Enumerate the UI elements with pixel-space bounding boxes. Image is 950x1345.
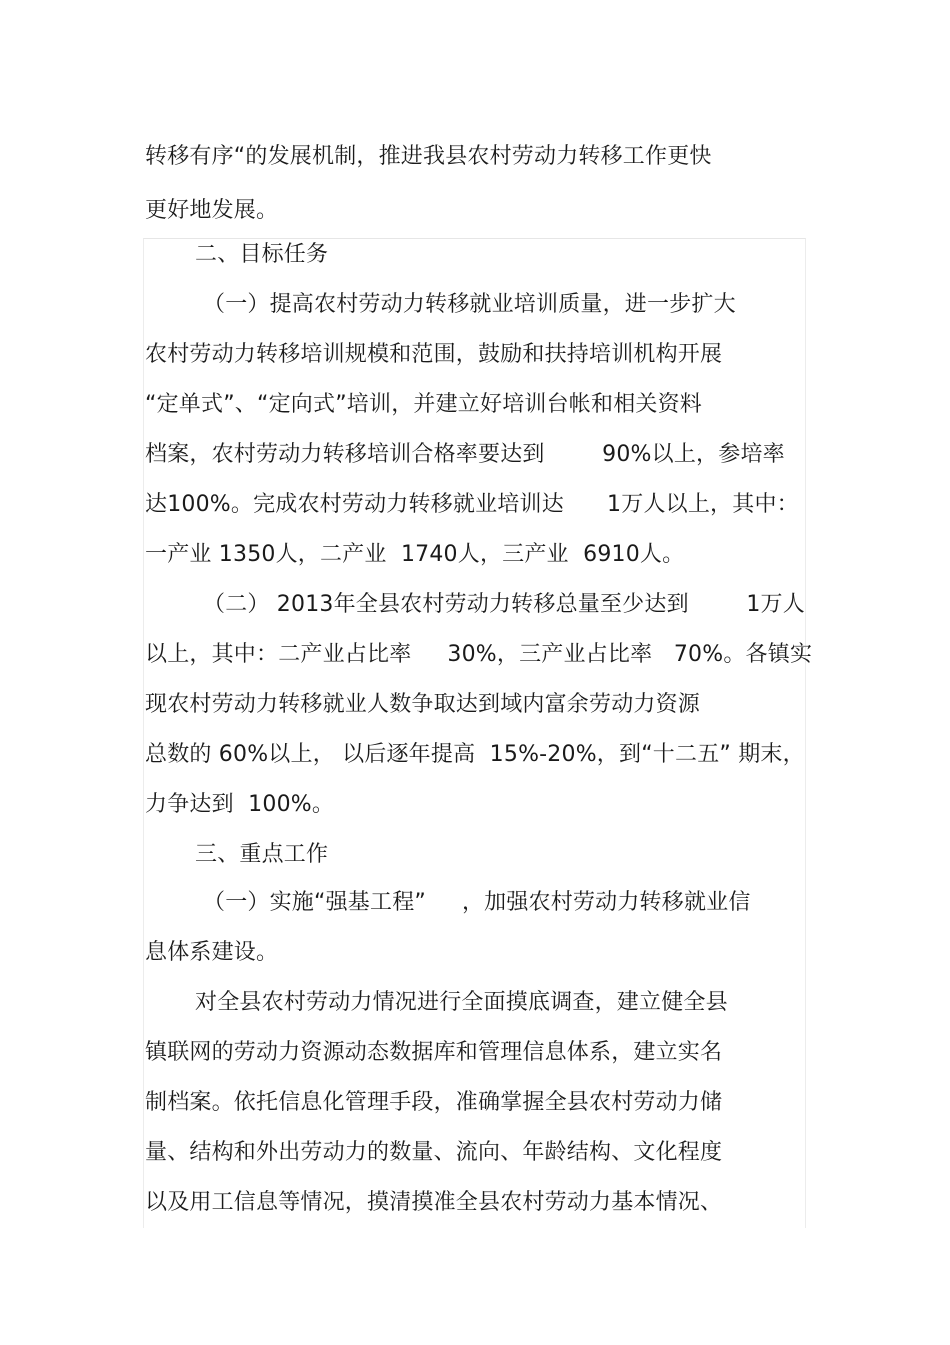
paragraph-line: 对全县农村劳动力情况进行全面摸底调查，建立健全县: [195, 990, 728, 1015]
paragraph-line: 转移有序“的发展机制，推进我县农村劳动力转移工作更快: [145, 144, 712, 169]
paragraph-line: 以及用工信息等情况，摸清摸准全县农村劳动力基本情况、: [145, 1190, 723, 1215]
section-heading-key-work: 三、重点工作: [195, 842, 329, 867]
paragraph-line: 现农村劳动力转移就业人数争取达到域内富余劳动力资源: [145, 692, 701, 717]
subsection-heading: （一）实施“强基工程” ，加强农村劳动力转移就业信: [203, 890, 751, 915]
paragraph-line: 农村劳动力转移培训规模和范围，鼓励和扶持培训机构开展: [145, 342, 723, 367]
paragraph-line: 档案，农村劳动力转移培训合格率要达到 90%以上，参培率: [145, 442, 785, 467]
paragraph-line: 总数的 60%以上， 以后逐年提高 15%-20%，到“十二五” 期末，: [145, 742, 805, 767]
paragraph-line: 以上，其中：二产业占比率 30%，三产业占比率 70%。各镇实: [145, 642, 813, 667]
paragraph-line: 制档案。依托信息化管理手段，准确掌握全县农村劳动力储: [145, 1090, 723, 1115]
section-heading-goals: 二、目标任务: [195, 242, 329, 267]
paragraph-line: “定单式”、“定向式”培训，并建立好培训台帐和相关资料: [145, 392, 702, 417]
paragraph-line: 息体系建设。: [145, 940, 279, 965]
subsection-heading: （二） 2013年全县农村劳动力转移总量至少达到 1万人: [203, 592, 805, 617]
text-frame-border: [143, 238, 806, 1228]
subsection-heading: （一）提高农村劳动力转移就业培训质量，进一步扩大: [203, 292, 736, 317]
paragraph-line: 力争达到 100%。: [145, 792, 335, 817]
paragraph-line: 更好地发展。: [145, 198, 279, 223]
paragraph-line: 一产业 1350人，二产业 1740人，三产业 6910人。: [145, 542, 685, 567]
paragraph-line: 镇联网的劳动力资源动态数据库和管理信息体系，建立实名: [145, 1040, 723, 1065]
paragraph-line: 量、结构和外出劳动力的数量、流向、年龄结构、文化程度: [145, 1140, 723, 1165]
paragraph-line: 达100%。完成农村劳动力转移就业培训达 1万人以上，其中：: [145, 492, 799, 517]
